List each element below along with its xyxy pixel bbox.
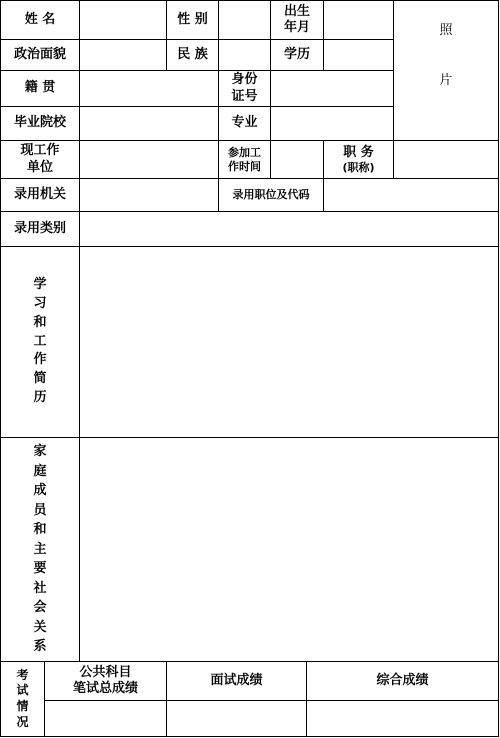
photo-label-line-1: 照 — [439, 23, 453, 38]
native-place-label: 籍 贯 — [0, 70, 79, 106]
family-label — [0, 437, 79, 661]
resume-label — [0, 246, 79, 437]
exam-total-label: 综合成绩 — [306, 661, 499, 700]
school-field[interactable] — [79, 106, 218, 140]
major-field[interactable] — [270, 106, 393, 140]
work-start-label: 参加工 作时间 — [218, 140, 270, 178]
photo-box[interactable] — [393, 0, 499, 140]
exam-written-field[interactable] — [44, 700, 166, 737]
hiring-org-label: 录用机关 — [0, 178, 79, 211]
position-field[interactable] — [393, 140, 499, 178]
position-subtitle: (职称) — [342, 160, 375, 174]
education-label: 学历 — [270, 39, 323, 70]
school-label: 毕业院校 — [0, 106, 79, 140]
exam-total-field[interactable] — [306, 700, 499, 737]
native-place-field[interactable] — [79, 70, 218, 106]
name-label: 姓 名 — [0, 0, 79, 39]
hiring-category-field[interactable] — [79, 211, 499, 246]
work-unit-field[interactable] — [79, 140, 218, 178]
family-field[interactable] — [79, 437, 499, 661]
exam-written-label: 公共科目 笔试总成绩 — [44, 661, 166, 700]
gender-field[interactable] — [218, 0, 270, 39]
ethnicity-label: 民 族 — [166, 39, 218, 70]
gender-label: 性 别 — [166, 0, 218, 39]
exam-label-text: 考试情况 — [16, 667, 29, 729]
id-number-label: 身份 证号 — [218, 70, 270, 106]
birth-label: 出生 年月 — [270, 0, 323, 39]
ethnicity-field[interactable] — [218, 39, 270, 70]
name-field[interactable] — [79, 0, 166, 39]
work-start-field[interactable] — [270, 140, 323, 178]
work-unit-label: 现工作 单位 — [0, 140, 79, 178]
photo-label-line-2: 片 — [439, 73, 453, 89]
hiring-org-field[interactable] — [79, 178, 218, 211]
position-label — [323, 140, 393, 178]
politics-field[interactable] — [79, 39, 166, 70]
exam-interview-field[interactable] — [166, 700, 306, 737]
hiring-position-label: 录用职位及代码 — [218, 178, 323, 211]
politics-label: 政治面貌 — [0, 39, 79, 70]
position-title: 职 务 — [343, 144, 374, 160]
education-field[interactable] — [323, 39, 393, 70]
birth-field[interactable] — [323, 0, 393, 39]
exam-interview-label: 面试成绩 — [166, 661, 306, 700]
major-label: 专业 — [218, 106, 270, 140]
resume-label-text: 学习和工作简历 — [33, 277, 47, 406]
resume-field[interactable] — [79, 246, 499, 437]
hiring-category-label: 录用类别 — [0, 211, 79, 246]
exam-label — [0, 661, 44, 737]
id-number-field[interactable] — [270, 70, 393, 106]
hiring-position-field[interactable] — [323, 178, 499, 211]
family-label-text: 家庭成员和主要社会关系 — [33, 444, 47, 655]
